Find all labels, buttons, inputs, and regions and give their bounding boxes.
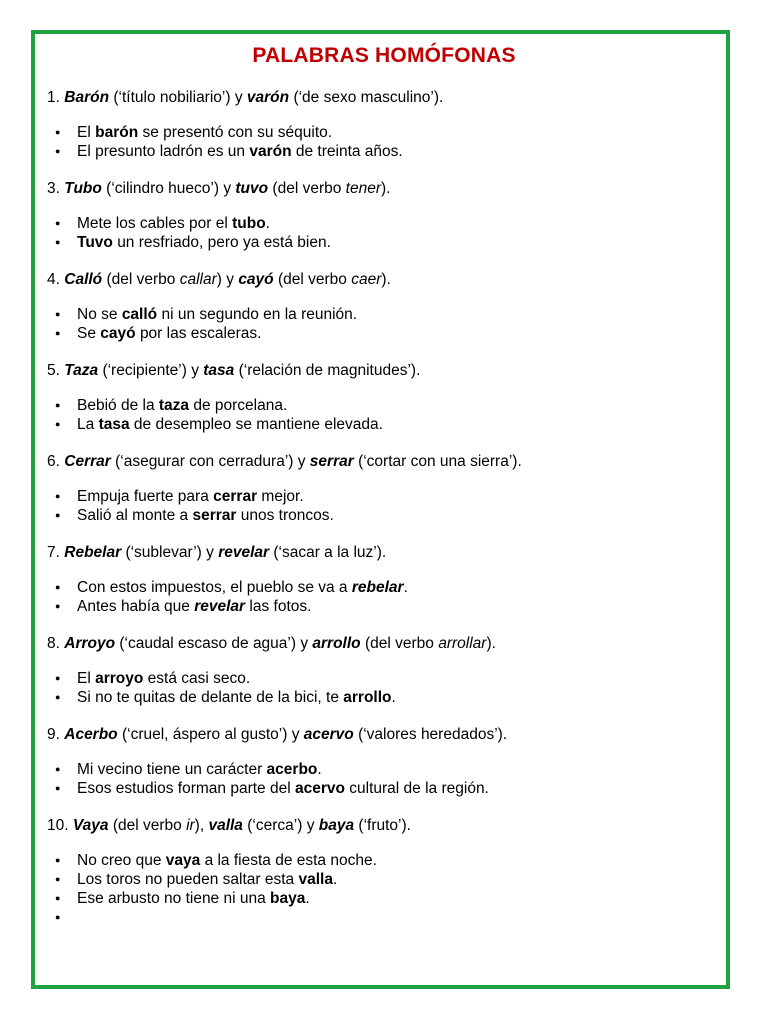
- example-item: ● La tasa de desempleo se mantiene elevada.: [47, 415, 727, 434]
- example-list: [47, 487, 727, 525]
- example-item: ● No se calló ni un segundo en la reunión.: [47, 305, 727, 324]
- example-list: [47, 578, 727, 616]
- example-item: ● Bebió de la taza de porcelana.: [47, 396, 727, 415]
- example-item: ● El arroyo está casi seco.: [47, 669, 727, 688]
- example-list: [47, 305, 727, 343]
- section-heading: 7. Rebelar (‘sublevar’) y revelar (‘sacar a la luz’).: [47, 544, 387, 561]
- section-heading: 4. Calló (del verbo callar) y cayó (del verbo caer).: [47, 271, 391, 288]
- page-title: PALABRAS HOMÓFONAS: [252, 44, 516, 67]
- example-item: ● No creo que vaya a la fiesta de esta noche.: [47, 851, 727, 870]
- example-item: ● Esos estudios forman parte del acervo cultural de la región.: [47, 779, 727, 798]
- example-item: ● Salió al monte a serrar unos troncos.: [47, 506, 727, 525]
- example-list: [47, 669, 727, 707]
- example-list: [47, 123, 727, 161]
- example-item: ● Empuja fuerte para cerrar mejor.: [47, 487, 727, 506]
- example-item: ● Tuvo un resfriado, pero ya está bien.: [47, 233, 727, 252]
- section-heading: 6. Cerrar (‘asegurar con cerradura’) y serrar (‘cortar con una sierra’).: [47, 453, 522, 470]
- example-list: [47, 396, 727, 434]
- section-heading: 3. Tubo (‘cilindro hueco’) y tuvo (del verbo tener).: [47, 180, 391, 197]
- example-item-empty: [47, 908, 727, 926]
- example-item: ● Con estos impuestos, el pueblo se va a rebelar.: [47, 578, 727, 597]
- example-list: [47, 214, 727, 252]
- section-heading: 10. Vaya (del verbo ir), valla (‘cerca’) y baya (‘fruto’).: [47, 817, 411, 834]
- example-item: ● Ese arbusto no tiene ni una baya.: [47, 889, 727, 908]
- example-item: ● Se cayó por las escaleras.: [47, 324, 727, 343]
- example-item: ● Si no te quitas de delante de la bici, te arrollo.: [47, 688, 727, 707]
- example-list: [47, 760, 727, 798]
- example-item: ● Mi vecino tiene un carácter acerbo.: [47, 760, 727, 779]
- example-item: ● Mete los cables por el tubo.: [47, 214, 727, 233]
- example-item: ● Antes había que revelar las fotos.: [47, 597, 727, 616]
- example-item: ● El barón se presentó con su séquito.: [47, 123, 727, 142]
- homophones-list: [47, 88, 727, 944]
- example-item: ● El presunto ladrón es un varón de treinta años.: [47, 142, 727, 161]
- section-heading: 8. Arroyo (‘caudal escaso de agua’) y arrollo (del verbo arrollar).: [47, 635, 496, 652]
- section-heading: 9. Acerbo (‘cruel, áspero al gusto’) y acervo (‘valores heredados’).: [47, 726, 508, 743]
- section-heading: 5. Taza (‘recipiente’) y tasa (‘relación de magnitudes’).: [47, 362, 421, 379]
- example-list: [47, 851, 727, 926]
- example-item: ● Los toros no pueden saltar esta valla.: [47, 870, 727, 889]
- section-heading: 1. Barón (‘título nobiliario’) y varón (‘de sexo masculino’).: [47, 89, 444, 106]
